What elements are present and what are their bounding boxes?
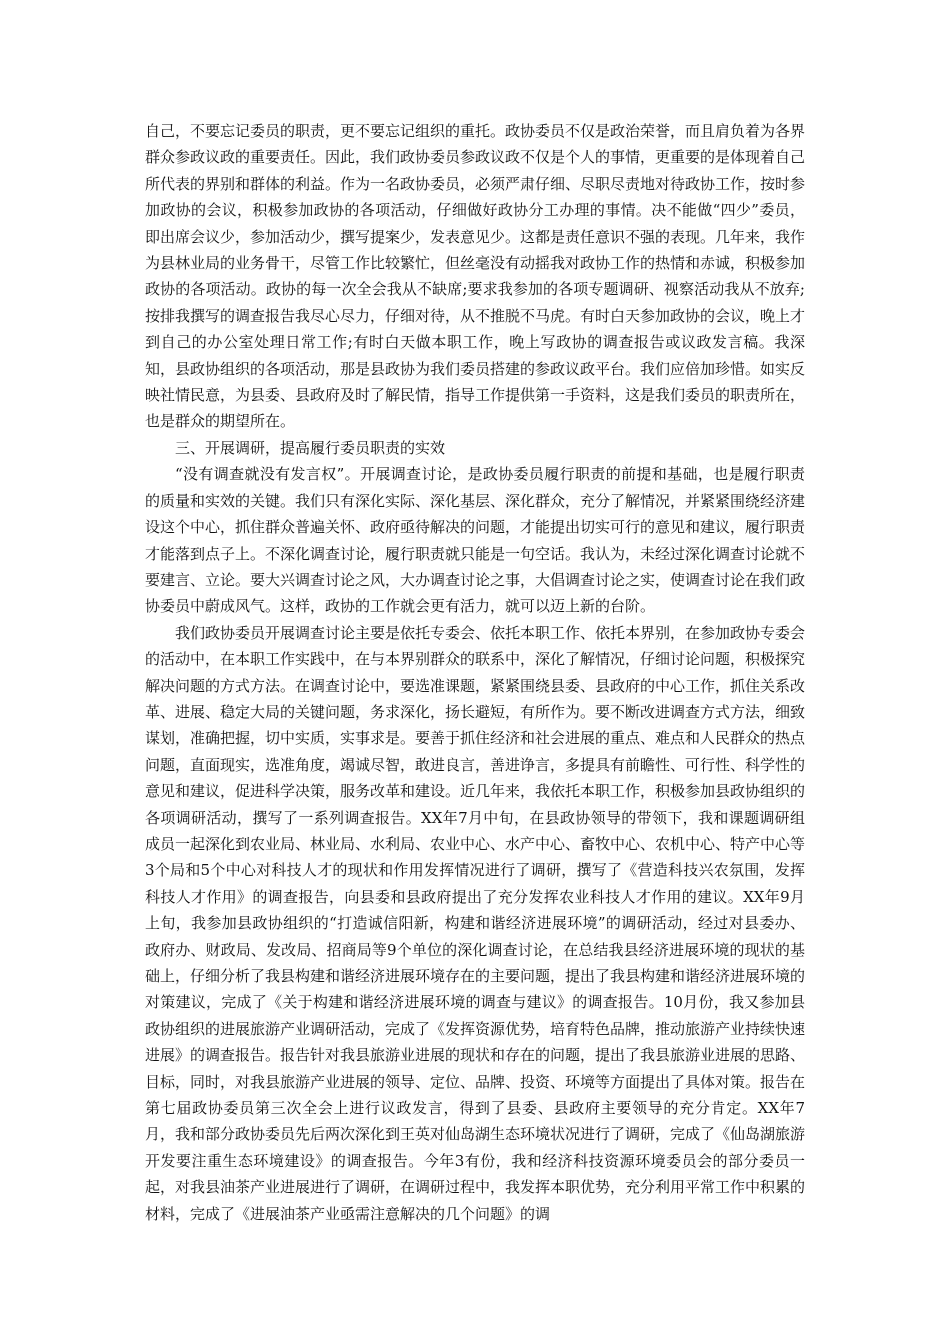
paragraph-duty: 自己，不要忘记委员的职责，更不要忘记组织的重托。政协委员不仅是政治荣誉，而且肩负着为各界群众参政议政的重要责任。因此，我们政协委员参政议政不仅是个人的事情，更重要的是体现着自己所代表的界别和群体的利益。作为一名政协委员，必须严肃仔细、尽职尽责地对待政协工作，按时参加政协的会议，积极参加政协的各项活动，仔细做好政协分工办理的事情。决不能做“四少”委员，即出席会议少，参加活动少，撰写提案少，发表意见少。这都是责任意识不强的表现。几年来，我作为县林业局的业务骨干，尽管工作比较繁忙，但丝毫没有动摇我对政协工作的热情和赤诚，积极参加政协的各项活动。政协的每一次全会我从不缺席;要求我参加的各项专题调研、视察活动我从不放弃;按排我撰写的调查报告我尽心尽力，仔细对待，从不推脱不马虎。有时白天参加政协的会议，晚上才到自己的办公室处理日常工作;有时白天做本职工作，晚上写政协的调查报告或议政发言稿。我深知，县政协组织的各项活动，那是县政协为我们委员搭建的参政议政平台。我们应倍加珍惜。如实反映社情民意，为县委、县政府及时了解民情，指导工作提供第一手资料，这是我们委员的职责所在，也是群众的期望所在。 [145,122,806,431]
section-heading-research: 三、开展调研，提高履行委员职责的实效 [175,438,446,457]
paragraph-research-practice: 我们政协委员开展调查讨论主要是依托专委会、依托本职工作、依托本界别，在参加政协专委会的活动中，在本职工作实践中，在与本界别群众的联系中，深化了解情况，仔细讨论问题，积极探究解决问题的方式方法。在调查讨论中，要选准课题，紧紧围绕县委、县政府的中心工作，抓住关系改革、进展、稳定大局的关键问题，务求深化，扬长避短，有所作为。要不断改进调查方式方法，细致谋划，准确把握，切中实质，实事求是。要善于抓住经济和社会进展的重点、难点和人民群众的热点问题，直面现实，选准角度，竭诚尽智，敢进良言，善进诤言，多提具有前瞻性、可行性、科学性的意见和建议，促进科学决策，服务改革和建设。近几年来，我依托本职工作，积极参加县政协组织的各项调研活动，撰写了一系列调查报告。XX年7月中旬，在县政协领导的带领下，我和课题调研组成员一起深化到农业局、林业局、水利局、农业中心、水产中心、畜牧中心、农机中心、特产中心等3个局和5个中心对科技人才的现状和作用发挥情况进行了调研，撰写了《营造科技兴农氛围，发挥科技人才作用》的调查报告，向县委和县政府提出了充分发挥农业科技人才作用的建议。XX年9月上旬，我参加县政协组织的“打造诚信阳新，构建和谐经济进展环境”的调研活动，经过对县委办、政府办、财政局、发改局、招商局等9个单位的深化调查讨论，在总结我县经济进展环境的现状的基础上，仔细分析了我县构建和谐经济进展环境存在的主要问题，提出了我县构建和谐经济进展环境的对策建议，完成了《关于构建和谐经济进展环境的调查与建议》的调查报告。10月份，我又参加县政协组织的进展旅游产业调研活动，完成了《发挥资源优势，培育特色品牌，推动旅游产业持续快速进展》的调查报告。报告针对我县旅游业进展的现状和存在的问题，提出了我县旅游业进展的思路、目标，同时，对我县旅游产业进展的领导、定位、品牌、投资、环境等方面提出了具体对策。报告在第七届政协委员第三次全会上进行议政发言，得到了县委、县政府主要领导的充分肯定。XX年7月，我和部分政协委员先后两次深化到王英对仙岛湖生态环境状况进行了调研，完成了《仙岛湖旅游开发要注重生态环境建设》的调查报告。今年3有份，我和经济科技资源环境委员会的部分委员一起，对我县油茶产业进展进行了调研，在调研过程中，我发挥本职优势，充分利用平常工作中积累的材料，完成了《进展油茶产业亟需注意解决的几个问题》的调 [145,623,806,1223]
document-body [145,118,805,1227]
paragraph-research-importance: “没有调查就没有发言权”。开展调查讨论，是政协委员履行职责的前提和基础，也是履行职责的质量和实效的关键。我们只有深化实际、深化基层、深化群众，充分了解情况，并紧紧围绕经济建设这个中心，抓住群众普遍关怀、政府亟待解决的问题，才能提出切实可行的意见和建议，履行职责才能落到点子上。不深化调查讨论，履行职责就只能是一句空话。我认为，未经过深化调查讨论就不要建言、立论。要大兴调查讨论之风，大办调查讨论之事，大倡调查讨论之实，使调查讨论在我们政协委员中蔚成风气。这样，政协的工作就会更有活力，就可以迈上新的台阶。 [145,465,806,616]
